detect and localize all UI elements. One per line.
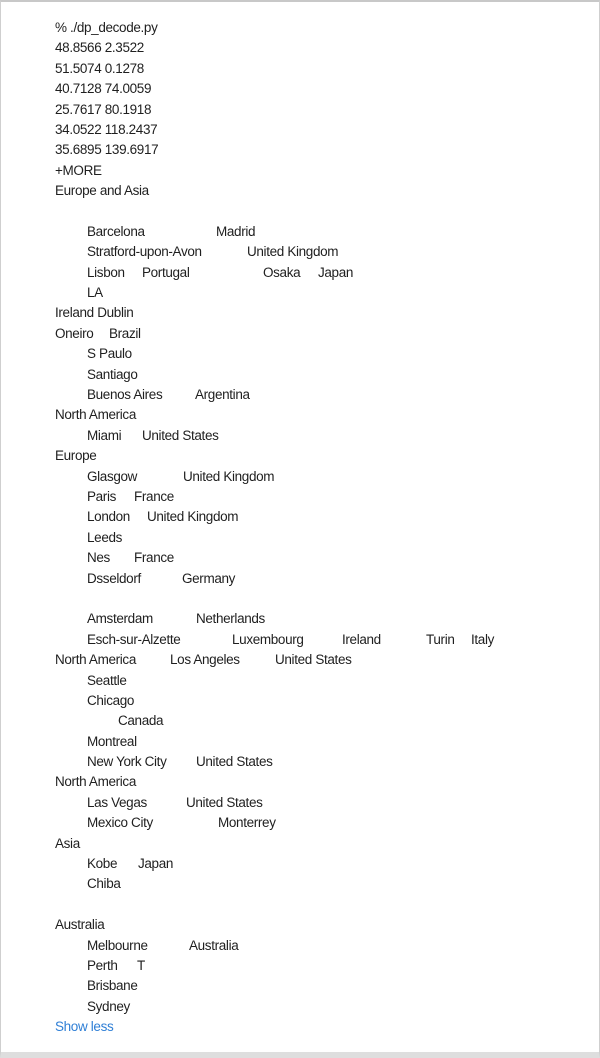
city: New York City bbox=[87, 754, 167, 770]
list-item bbox=[55, 324, 575, 344]
list-item bbox=[55, 793, 575, 813]
country: United States bbox=[186, 794, 263, 810]
city: London bbox=[87, 509, 130, 525]
city: Turin bbox=[426, 631, 455, 647]
city: Dsseldorf bbox=[87, 570, 141, 586]
country: Brazil bbox=[109, 325, 141, 341]
list-item: Seattle bbox=[87, 672, 127, 688]
city: Osaka bbox=[263, 264, 301, 280]
city: Stratford-upon-Avon bbox=[87, 244, 202, 260]
country: Japan bbox=[138, 856, 174, 872]
list-item: Ireland Dublin bbox=[55, 305, 134, 321]
city: Perth bbox=[87, 957, 118, 973]
country: United Kingdom bbox=[183, 468, 275, 484]
list-item bbox=[55, 569, 575, 589]
list-item: Chicago bbox=[87, 692, 135, 708]
region-heading: Australia bbox=[55, 917, 105, 933]
country: United States bbox=[142, 427, 219, 443]
more-label: +MORE bbox=[55, 162, 102, 178]
country: Netherlands bbox=[196, 611, 265, 627]
city: Nes bbox=[87, 550, 110, 566]
city: Melbourne bbox=[87, 937, 148, 953]
country: United States bbox=[196, 754, 273, 770]
country: Ireland bbox=[342, 631, 381, 647]
list-item bbox=[55, 507, 575, 527]
list-item bbox=[55, 956, 575, 976]
list-item: Leeds bbox=[87, 529, 123, 545]
coord-line: 51.5074 0.1278 bbox=[55, 60, 144, 76]
list-item bbox=[55, 222, 575, 242]
coord-line: 25.7617 80.1918 bbox=[55, 101, 152, 117]
show-less-link[interactable]: Show less bbox=[55, 1019, 114, 1035]
region-heading: North America bbox=[55, 774, 136, 790]
list-item bbox=[55, 467, 575, 487]
decode-output bbox=[55, 18, 575, 1038]
city: Mexico City bbox=[87, 815, 153, 831]
region: North America bbox=[55, 652, 136, 668]
country: United Kingdom bbox=[247, 244, 339, 260]
command-line: % ./dp_decode.py bbox=[55, 20, 158, 35]
region-heading: Asia bbox=[55, 835, 80, 851]
country: Italy bbox=[471, 631, 495, 647]
list-item bbox=[55, 936, 575, 956]
country: Luxembourg bbox=[232, 631, 304, 647]
city: Miami bbox=[87, 427, 122, 443]
list-item bbox=[55, 385, 575, 405]
list-item: Santiago bbox=[87, 366, 138, 382]
coord-line: 40.7128 74.0059 bbox=[55, 81, 152, 97]
list-item bbox=[55, 242, 575, 262]
country: France bbox=[134, 488, 174, 504]
list-item bbox=[55, 650, 575, 670]
city: Madrid bbox=[216, 223, 256, 239]
city: Esch-sur-Alzette bbox=[87, 631, 181, 647]
country: Germany bbox=[182, 570, 236, 586]
region-heading: North America bbox=[55, 407, 136, 423]
city: Los Angeles bbox=[170, 652, 240, 668]
list-item bbox=[55, 263, 575, 283]
list-item bbox=[55, 813, 575, 833]
city: Buenos Aires bbox=[87, 387, 163, 403]
list-item bbox=[55, 630, 575, 650]
list-item: S Paulo bbox=[87, 346, 132, 362]
list-item: Montreal bbox=[87, 733, 137, 749]
coord-line: 34.0522 118.2437 bbox=[55, 121, 158, 137]
country: France bbox=[134, 550, 174, 566]
list-item bbox=[55, 854, 575, 874]
spacer bbox=[55, 895, 575, 915]
country: Portugal bbox=[142, 264, 190, 280]
country: T bbox=[137, 957, 145, 973]
region-heading: Europe bbox=[55, 448, 97, 464]
country: United Kingdom bbox=[147, 509, 239, 525]
city: Paris bbox=[87, 488, 117, 504]
list-item bbox=[55, 609, 575, 629]
city: Amsterdam bbox=[87, 611, 153, 627]
city: Las Vegas bbox=[87, 794, 147, 810]
list-item bbox=[55, 548, 575, 568]
city: Kobe bbox=[87, 856, 118, 872]
city: Barcelona bbox=[87, 223, 145, 239]
country: Japan bbox=[318, 264, 354, 280]
list-item bbox=[55, 426, 575, 446]
coord-line: 48.8566 2.3522 bbox=[55, 40, 144, 56]
list-item: Canada bbox=[118, 713, 164, 729]
list-item bbox=[55, 752, 575, 772]
city: Oneiro bbox=[55, 325, 94, 341]
region-heading: Europe and Asia bbox=[55, 183, 149, 199]
coord-line: 35.6895 139.6917 bbox=[55, 142, 159, 158]
city: Lisbon bbox=[87, 264, 125, 280]
country: United States bbox=[275, 652, 352, 668]
spacer bbox=[55, 202, 575, 222]
list-item: Chiba bbox=[87, 876, 121, 892]
city: Glasgow bbox=[87, 468, 138, 484]
list-item: Sydney bbox=[87, 998, 130, 1014]
list-item: Brisbane bbox=[87, 978, 138, 994]
country: Australia bbox=[189, 937, 239, 953]
list-item bbox=[55, 487, 575, 507]
spacer bbox=[55, 589, 575, 609]
city: Monterrey bbox=[218, 815, 276, 831]
list-item: LA bbox=[87, 285, 103, 301]
country: Argentina bbox=[195, 387, 250, 403]
